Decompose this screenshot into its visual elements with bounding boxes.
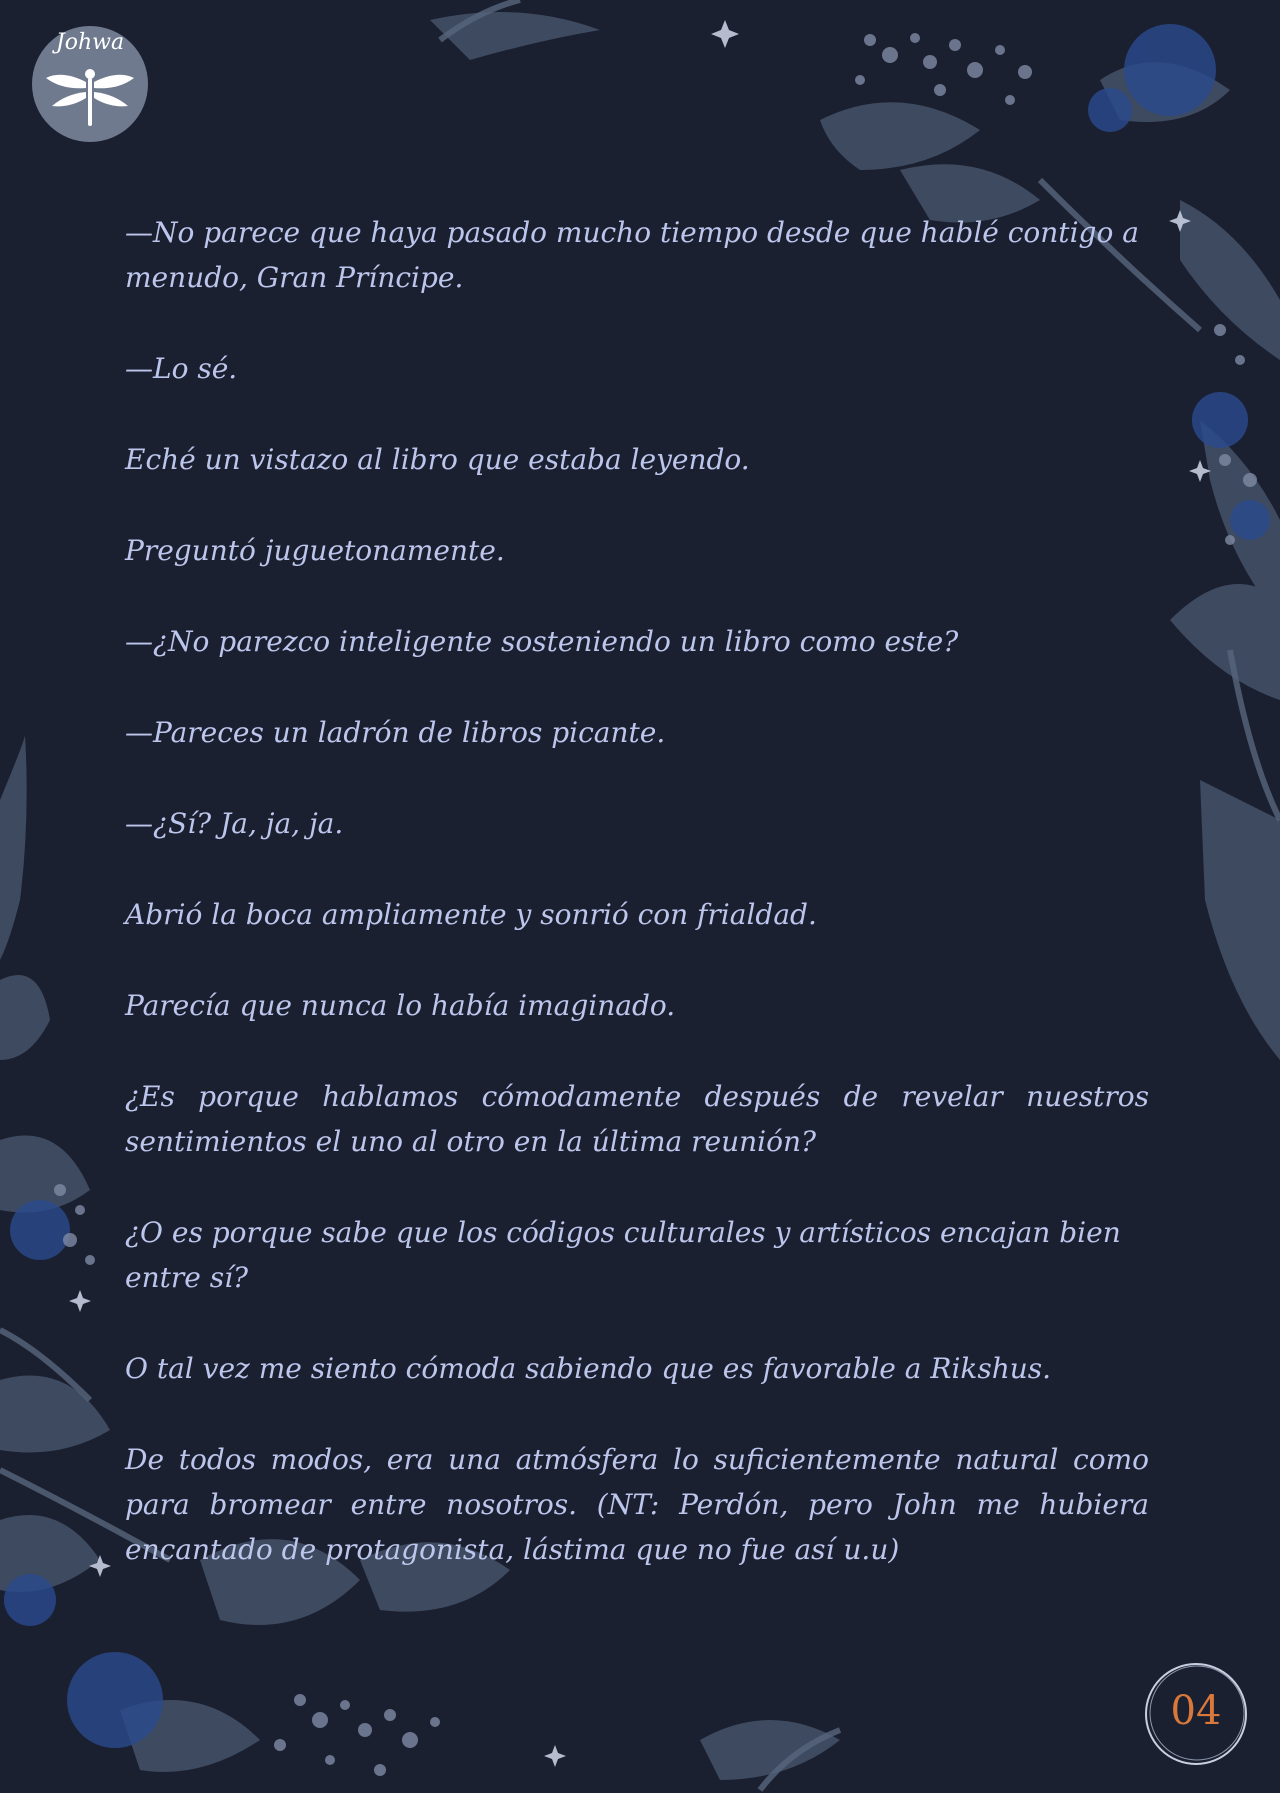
paragraph: ¿Es porque hablamos cómodamente después de revelar nuestros sentimientos el uno al otro en la última reunión? <box>125 1080 1149 1158</box>
paragraph: —¿No parezco inteligente sosteniendo un libro como este? <box>125 625 959 658</box>
paragraph: Abrió la boca ampliamente y sonrió con frialdad. <box>125 898 817 931</box>
story-text <box>125 210 1149 1618</box>
paragraph: Preguntó juguetonamente. <box>125 534 505 567</box>
paragraph: O tal vez me siento cómoda sabiendo que es favorable a Rikshus. <box>125 1352 1052 1385</box>
paragraph: Parecía que nunca lo había imaginado. <box>125 989 676 1022</box>
logo-text: Johwa <box>55 30 125 55</box>
logo-badge <box>28 24 152 144</box>
dragonfly-icon <box>42 64 138 130</box>
paragraph: —Lo sé. <box>125 352 238 385</box>
paragraph: Eché un vistazo al libro que estaba leyendo. <box>125 443 750 476</box>
paragraph: ¿O es porque sabe que los códigos culturales y artísticos encajan bien entre sí? <box>125 1216 1121 1294</box>
paragraph: De todos modos, era una atmósfera lo suficientemente natural como para bromear entre nosotros. (NT: Perdón, pero John me hubiera encantado de protagonista, lástima que no fue así u.u) <box>125 1443 1149 1566</box>
page-number <box>1140 1658 1252 1770</box>
paragraph: —¿Sí? Ja, ja, ja. <box>125 807 344 840</box>
paragraph: —No parece que haya pasado mucho tiempo desde que hablé contigo a menudo, Gran Príncipe. <box>125 216 1139 294</box>
page-number-label: 04 <box>1170 1688 1222 1734</box>
paragraph: —Pareces un ladrón de libros picante. <box>125 716 666 749</box>
